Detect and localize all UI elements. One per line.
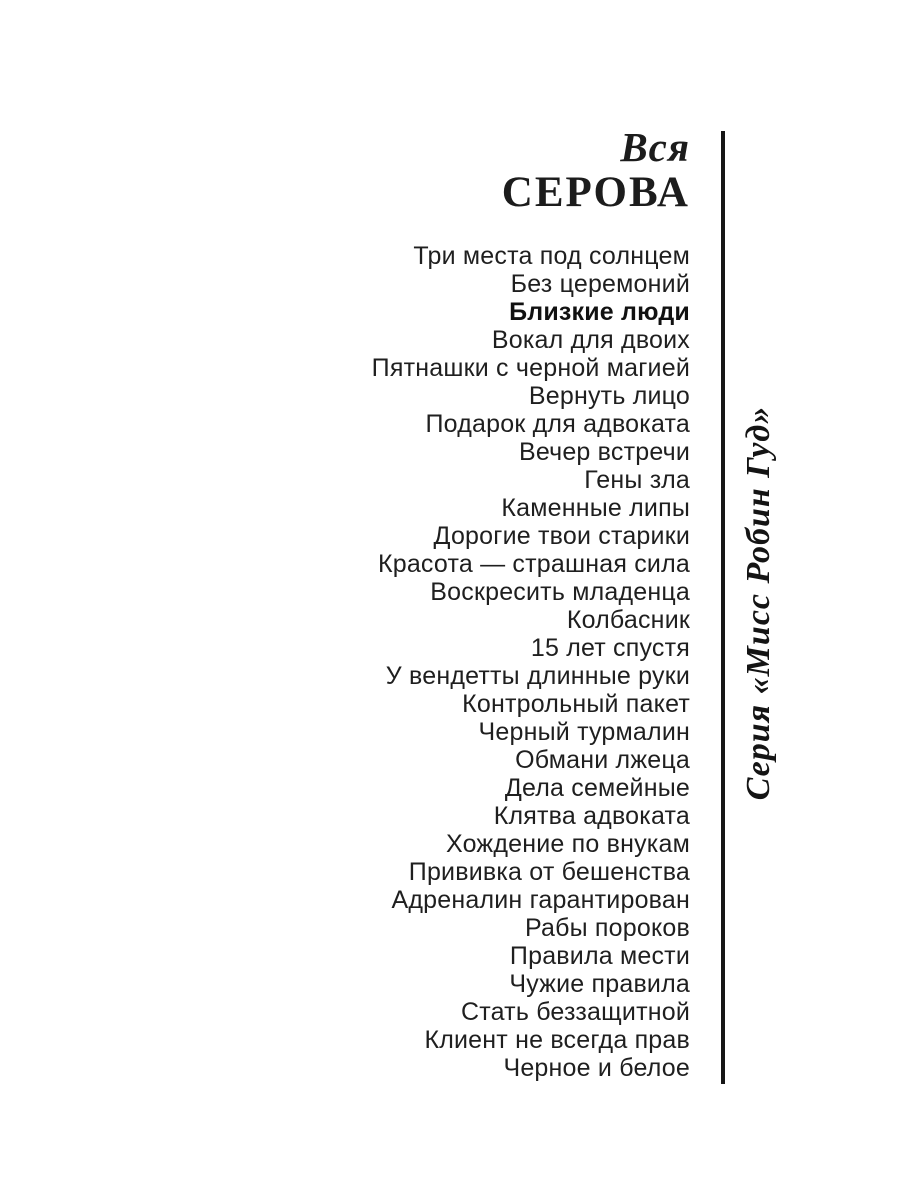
book-item: Клятва адвоката [493,802,690,830]
book-item: Подарок для адвоката [425,410,690,438]
book-item: Колбасник [566,606,690,634]
book-item: Гены зла [584,466,690,494]
book-item: Стать беззащитной [461,998,690,1026]
book-item: Вернуть лицо [528,382,690,410]
page-title [0,124,690,216]
vertical-divider-line [721,131,725,1084]
book-item: Пятнашки с черной магией [371,354,690,382]
series-spine-label: Серия «Мисс Робин Гуд» [740,405,777,801]
book-item: Красота — страшная сила [377,550,690,578]
book-list [0,242,690,1082]
book-item: Хождение по внукам [445,830,690,858]
book-item: Дорогие твои старики [433,522,690,550]
book-item: Рабы пороков [524,914,690,942]
book-item: Адреналин гарантирован [391,886,690,914]
book-item: Три места под солнцем [413,242,690,270]
book-item: Вечер встречи [518,438,690,466]
book-item: Прививка от бешенства [408,858,690,886]
book-item: У вендетты длинные руки [385,662,690,690]
book-item: Черный турмалин [478,718,690,746]
book-item: Клиент не всегда прав [424,1026,690,1054]
book-item: Дела семейные [504,774,690,802]
book-item: Чужие правила [509,970,690,998]
book-item: Каменные липы [501,494,690,522]
book-item: Вокал для двоих [491,326,690,354]
book-item: Черное и белое [503,1054,690,1082]
book-item: Правила мести [509,942,690,970]
series-title-prefix: Вся [620,124,690,170]
author-name: СЕРОВА [501,169,690,216]
book-item: 15 лет спустя [530,634,690,662]
book-item: Воскресить младенца [430,578,690,606]
book-item: Контрольный пакет [462,690,690,718]
book-item: Близкие люди [509,298,690,326]
book-item: Обмани лжеца [515,746,690,774]
book-item: Без церемоний [510,270,690,298]
